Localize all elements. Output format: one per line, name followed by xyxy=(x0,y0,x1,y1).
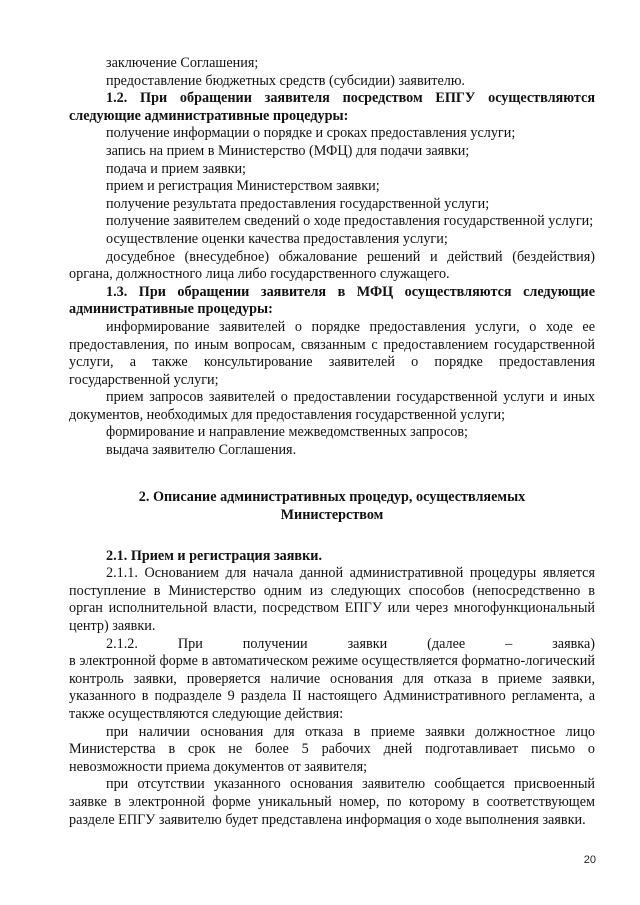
paragraph: 2.1.1. Основанием для начала данной административной процедуры является поступление в Министерство одним из следующих способов (непосредственно в орган исполнительной власти, посредством ЕПГУ или через многофункциональный центр) заявки. xyxy=(69,565,595,635)
paragraph: прием запросов заявителей о предоставлении государственной услуги и иных документов, необходимых для предоставления государственной услуги; xyxy=(69,389,595,423)
paragraph: 2.1. Прием и регистрация заявки. xyxy=(106,547,322,564)
paragraph: 1.2. При обращении заявителя посредством ЕПГУ осуществляются следующие административные процедуры: xyxy=(69,90,595,124)
paragraph: заключение Соглашения; xyxy=(106,55,259,71)
paragraph: подача и прием заявки; xyxy=(106,160,246,177)
section-heading-line-1: 2. Описание административных процедур, осуществляемых xyxy=(138,488,526,505)
paragraph: выдача заявителю Соглашения. xyxy=(106,442,297,459)
section-2-block xyxy=(69,548,595,830)
paragraph: запись на прием в Министерство (МФЦ) для подачи заявки; xyxy=(106,142,470,159)
paragraph: в электронной форме в автоматическом режиме осуществляется форматно-логический контроль заявки, проверяется наличие основания для отказа в приеме заявки, указанного в подразделе 9 раздела II настоящего Административного регламента, а также осуществляются следующие действия: xyxy=(69,653,595,722)
paragraph: предоставление бюджетных средств (субсидии) заявителю. xyxy=(106,72,465,89)
section-heading-line-2: Министерством xyxy=(280,506,384,523)
document-body xyxy=(69,55,595,829)
paragraph: получение заявителем сведений о ходе предоставления государственной услуги; xyxy=(106,213,594,230)
section-1-block xyxy=(69,55,595,460)
paragraph: осуществление оценки качества предоставления услуги; xyxy=(106,230,448,247)
paragraph: досудебное (внесудебное) обжалование решений и действий (бездействия) органа, должностного лица либо государственного служащего. xyxy=(69,248,595,283)
section-heading xyxy=(69,488,595,524)
paragraph: при наличии основания для отказа в приеме заявки должностное лицо Министерства в срок не более 5 рабочих дней подготавливает письмо о невозможности приема документов от заявителя; xyxy=(69,723,595,775)
page-number: 20 xyxy=(583,854,596,866)
paragraph: при отсутствии указанного основания заявителю сообщается присвоенный заявке в электронной форме уникальный номер, по которому в соответствующем разделе ЕПГУ заявителю будет представлена информация о ходе выполнения заявки. xyxy=(69,776,595,828)
paragraph: формирование и направление межведомственных запросов; xyxy=(106,424,468,441)
paragraph: 1.3. При обращении заявителя в МФЦ осуществляются следующие административные процедуры: xyxy=(69,283,595,318)
paragraph: прием и регистрация Министерством заявки; xyxy=(106,178,380,195)
paragraph: 2.1.2. При получении заявки (далее – заявка) xyxy=(106,635,595,652)
paragraph: получение информации о порядке и сроках предоставления услуги; xyxy=(106,125,516,142)
paragraph: получение результата предоставления государственной услуги; xyxy=(106,195,490,212)
paragraph: информирование заявителей о порядке предоставления услуги, о ходе ее предоставления, по иным вопросам, связанным с предоставлением государственной услуги, а также консультирование заявителей о порядке предоставления государственной услуги; xyxy=(69,318,595,388)
